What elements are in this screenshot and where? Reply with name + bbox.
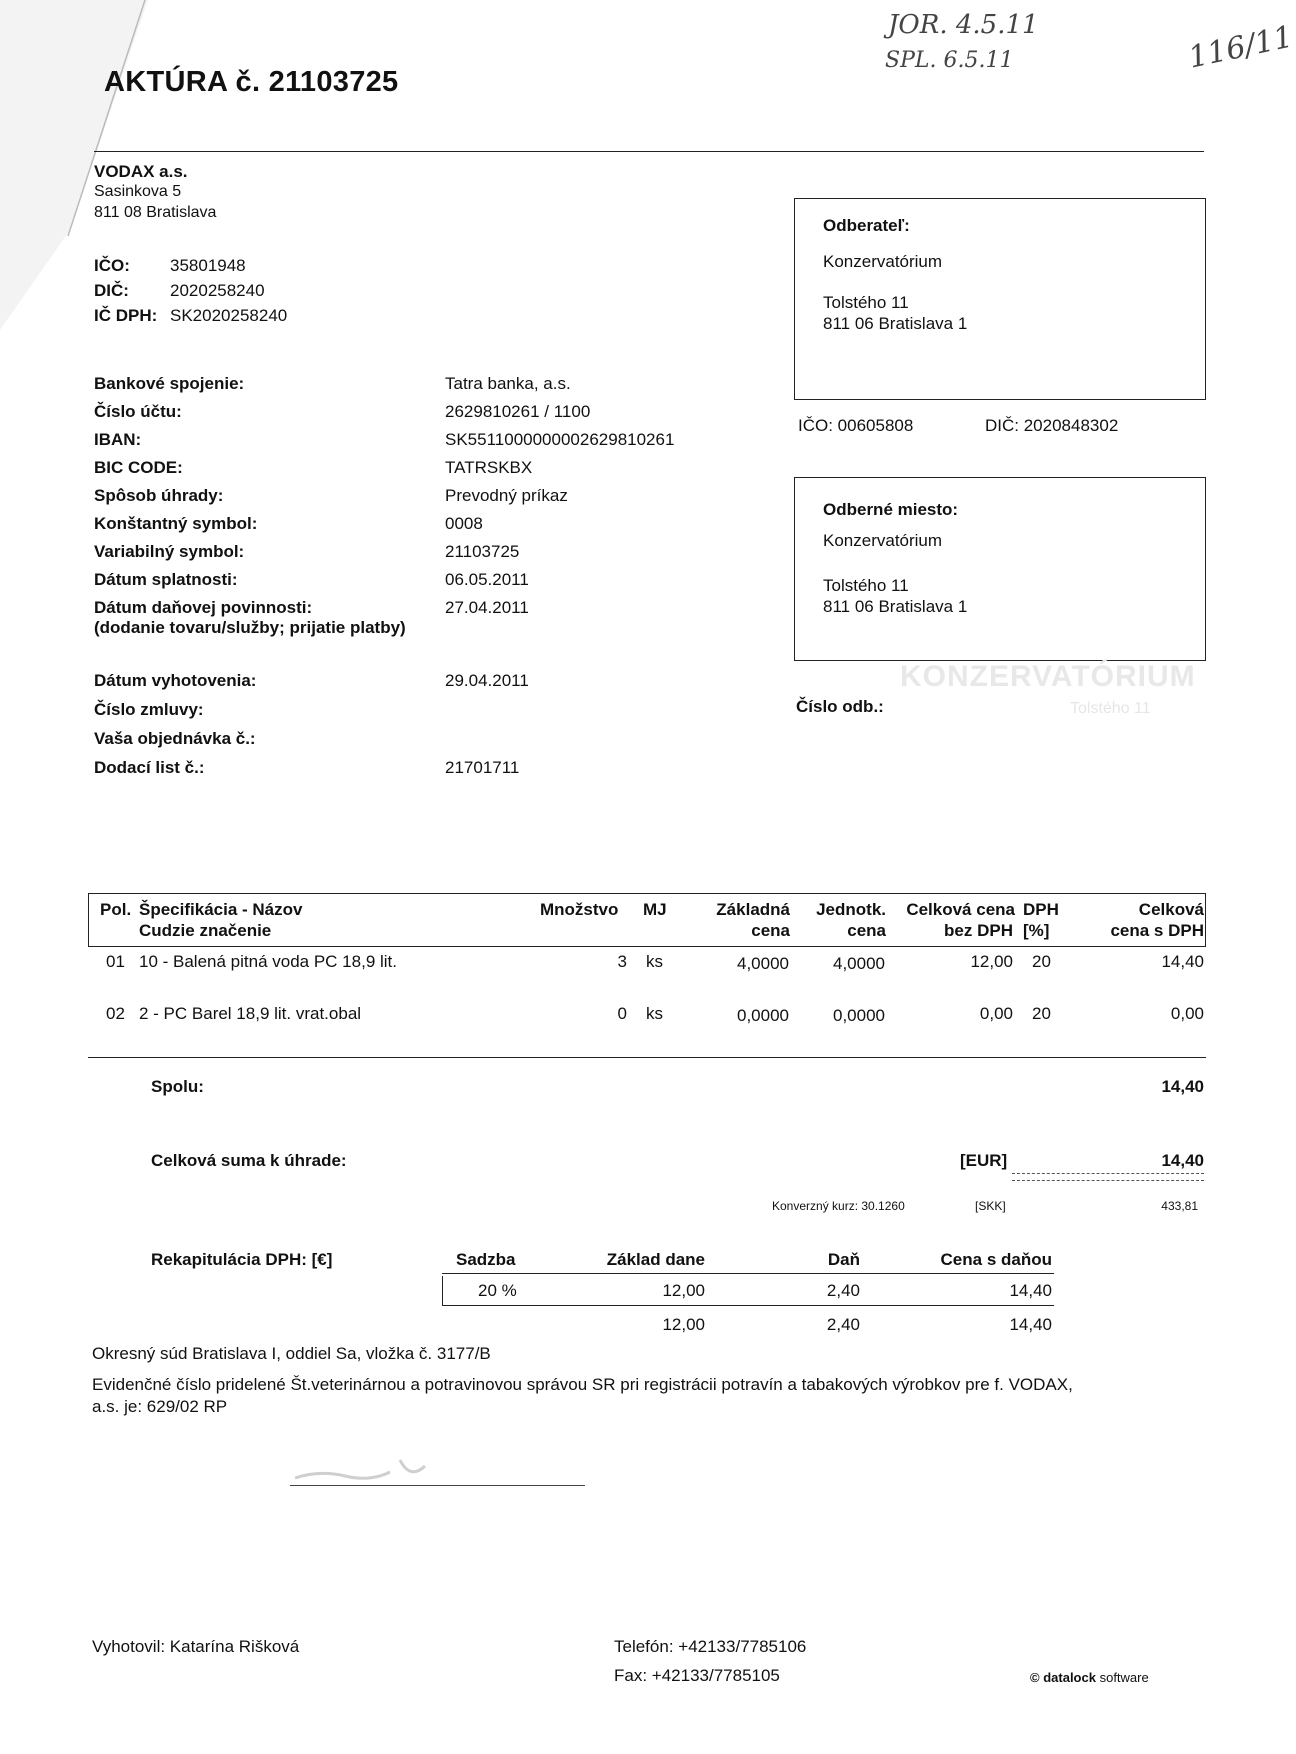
conversion-rate: Konverzný kurz: 30.1260 [772, 1199, 905, 1213]
recap-gross: 14,40 [1009, 1281, 1052, 1300]
payment-value: Tatra banka, a.s. [445, 374, 571, 393]
date-label: Dátum vyhotovenia: [94, 671, 257, 690]
payment-label: Spôsob úhrady: [94, 486, 224, 505]
row-unit: 0,0000 [833, 1006, 885, 1025]
customer-city: 811 06 Bratislava 1 [823, 314, 968, 333]
col-qty: Množstvo [540, 900, 619, 919]
payment-value: SK5511000000002629810261 [445, 430, 675, 449]
col-unit: Jednotk. [816, 900, 886, 919]
order-number-label: Číslo odb.: [796, 697, 884, 716]
payment-label: Dátum splatnosti: [94, 570, 238, 589]
row-name: 10 - Balená pitná voda PC 18,9 lit. [139, 952, 397, 971]
payment-value: 06.05.2011 [445, 570, 529, 589]
total-due-value: 14,40 [1161, 1151, 1204, 1170]
customer-ico: IČO: 00605808 [798, 416, 914, 435]
date-value [445, 695, 529, 724]
customer-box [794, 198, 1206, 400]
recap-sum-tax: 2,40 [826, 1315, 860, 1334]
row-gross: 14,40 [1161, 952, 1204, 971]
software-credit [1030, 1670, 1149, 1685]
supplier-city: 811 08 Bratislava [94, 204, 217, 221]
col-pol: Pol. [100, 900, 132, 919]
col-gross: Celková [1138, 900, 1204, 919]
payment-labels [94, 370, 312, 622]
total-due-label: Celková suma k úhrade: [151, 1151, 347, 1170]
delivery-box [794, 477, 1206, 661]
table-bottom-rule [88, 1057, 1206, 1058]
recap-sum-base: 12,00 [662, 1315, 705, 1334]
date-labels [94, 666, 256, 782]
col-gross-2: cena s DPH [1110, 921, 1204, 940]
row-mj: ks [646, 952, 663, 971]
row-unit: 4,0000 [833, 954, 885, 973]
veterinary-note: Evidenčné číslo pridelené Št.veterinárnou a potravinovou správou SR pri registrácii potravín a tabakových výrobkov pre f. VODAX, [92, 1375, 1073, 1394]
subtotal-value: 14,40 [1161, 1077, 1204, 1096]
software-name: datalock [1043, 1670, 1096, 1685]
faint-stamp: KONZERVATÓRIUM [900, 660, 1196, 693]
software-suffix: software [1099, 1670, 1149, 1685]
court-registration: Okresný súd Bratislava I, oddiel Sa, vložka č. 3177/B [92, 1344, 491, 1363]
date-value: 29.04.2011 [445, 671, 529, 690]
date-value: 21701711 [445, 758, 520, 777]
payment-label: Konštantný symbol: [94, 514, 258, 533]
payment-label: IBAN: [94, 430, 142, 449]
col-base-2: cena [751, 921, 790, 940]
delivery-street: Tolstého 11 [823, 576, 909, 595]
recap-left-border [442, 1276, 443, 1305]
recap-col-base: Základ dane [606, 1250, 705, 1269]
date-label: Vaša objednávka č.: [94, 729, 256, 748]
vat-recap-label: Rekapitulácia DPH: [€] [151, 1250, 333, 1269]
row-qty: 0 [617, 1004, 627, 1023]
supplier-dic: 2020258240 [170, 281, 265, 300]
supplier-name: VODAX a.s. [94, 162, 188, 181]
col-mj: MJ [643, 900, 667, 919]
supplier-ico: 35801948 [170, 256, 246, 275]
payment-label: Dátum daňovej povinnosti: [94, 598, 313, 617]
total-double-underline [1012, 1173, 1204, 1181]
payment-label: Variabilný symbol: [94, 542, 245, 561]
faint-signature-scribble [290, 1452, 440, 1486]
col-unit-2: cena [847, 921, 886, 940]
supplier-street: Sasinkova 5 [94, 183, 182, 200]
row-pol: 02 [106, 1004, 125, 1023]
recap-rate: 20 % [478, 1281, 517, 1300]
payment-label: Číslo účtu: [94, 402, 182, 421]
date-value [445, 724, 529, 753]
handwritten-note-1: JOR. 4.5.11 [888, 10, 1039, 40]
row-name: 2 - PC Barel 18,9 lit. vrat.obal [139, 1004, 362, 1023]
col-total-2: bez DPH [944, 921, 1013, 940]
customer-name: Konzervatórium [823, 252, 943, 271]
veterinary-note-2: a.s. je: 629/02 RP [92, 1397, 228, 1416]
recap-col-rate: Sadzba [456, 1250, 516, 1269]
handwritten-corner-number: 116/11 [1185, 19, 1296, 76]
phone-number: Telefón: +42133/7785106 [614, 1637, 807, 1656]
payment-label: Bankové spojenie: [94, 374, 245, 393]
col-total: Celková cena [906, 900, 1015, 919]
supplier-ico-label: IČO: [94, 256, 130, 275]
recap-col-gross: Cena s daňou [940, 1250, 1052, 1269]
col-spec: Špecifikácia - Názov [139, 900, 303, 919]
copyright-icon: © [1030, 1670, 1040, 1685]
table-header-divider [88, 946, 1206, 947]
faint-stamp-sub: Tolstého 11 [1070, 700, 1151, 717]
payment-value: TATRSKBX [445, 458, 533, 477]
payment-label: BIC CODE: [94, 458, 183, 477]
recap-base: 12,00 [662, 1281, 705, 1300]
col-base: Základná [716, 900, 790, 919]
supplier-icdph-label: IČ DPH: [94, 306, 158, 325]
col-spec-2: Cudzie značenie [139, 921, 272, 940]
row-mj: ks [646, 1004, 663, 1023]
row-vat: 20 [1032, 952, 1051, 971]
recap-sum-gross: 14,40 [1009, 1315, 1052, 1334]
header-divider [94, 151, 1204, 152]
delivery-name: Konzervatórium [823, 531, 943, 550]
row-qty: 3 [617, 952, 627, 971]
customer-heading: Odberateľ: [823, 216, 910, 235]
fax-number: Fax: +42133/7785105 [614, 1666, 780, 1685]
skk-label: [SKK] [975, 1199, 1006, 1213]
row-total: 0,00 [979, 1004, 1013, 1023]
recap-col-tax: Daň [827, 1250, 860, 1269]
recap-tax: 2,40 [826, 1281, 860, 1300]
supplier-dic-label: DIČ: [94, 281, 129, 300]
row-gross: 0,00 [1170, 1004, 1204, 1023]
tax-date-note: (dodanie tovaru/služby; prijatie platby) [94, 618, 406, 637]
payment-value: 27.04.2011 [445, 598, 529, 617]
payment-value: 2629810261 / 1100 [445, 402, 591, 421]
skk-value: 433,81 [1161, 1199, 1198, 1213]
prepared-by: Vyhotovil: Katarína Rišková [92, 1637, 300, 1656]
customer-street: Tolstého 11 [823, 293, 909, 312]
payment-value: Prevodný príkaz [445, 486, 568, 505]
invoice-title: AKTÚRA č. 21103725 [104, 66, 399, 98]
supplier-icdph: SK2020258240 [170, 306, 288, 325]
date-label: Číslo zmluvy: [94, 700, 204, 719]
delivery-city: 811 06 Bratislava 1 [823, 597, 968, 616]
col-vat-2: [%] [1023, 921, 1050, 940]
handwritten-note-2: SPL. 6.5.11 [885, 48, 1014, 73]
date-label: Dodací list č.: [94, 758, 205, 777]
customer-dic: DIČ: 2020848302 [985, 416, 1119, 435]
delivery-heading: Odberné miesto: [823, 500, 959, 519]
total-currency: [EUR] [960, 1151, 1008, 1170]
row-base: 4,0000 [737, 954, 789, 973]
payment-values [445, 370, 674, 622]
payment-value: 0008 [445, 514, 483, 533]
recap-row-rule [442, 1305, 1054, 1306]
row-vat: 20 [1032, 1004, 1051, 1023]
row-base: 0,0000 [737, 1006, 789, 1025]
row-total: 12,00 [970, 952, 1013, 971]
subtotal-label: Spolu: [151, 1077, 204, 1096]
row-pol: 01 [106, 952, 125, 971]
recap-header-rule [442, 1273, 1054, 1274]
payment-value: 21103725 [445, 542, 520, 561]
date-values [445, 666, 529, 782]
col-vat: DPH [1023, 900, 1059, 919]
